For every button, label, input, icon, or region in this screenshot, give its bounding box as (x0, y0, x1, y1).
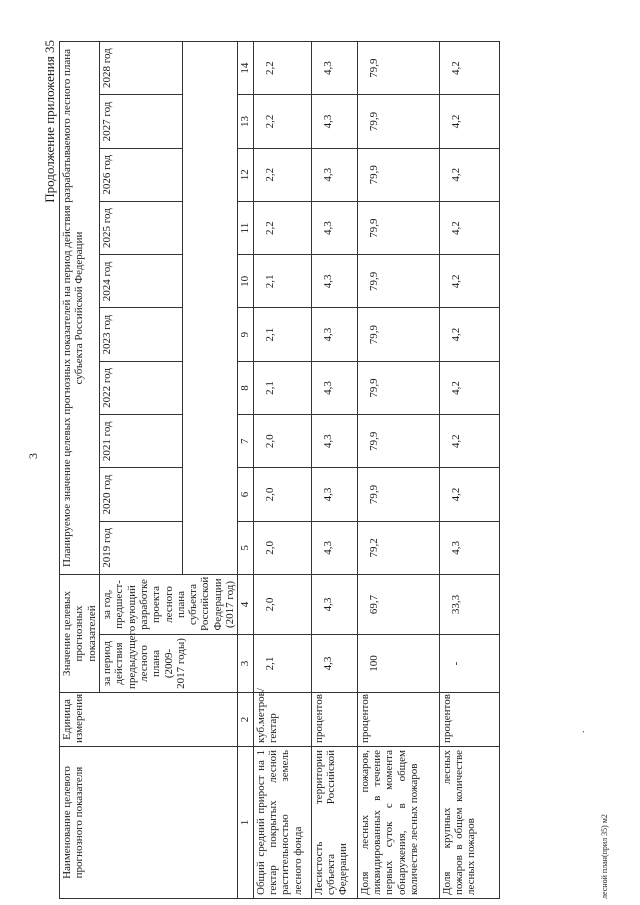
unit-cell: куб.метров/ гектар (253, 693, 311, 747)
value-cell: 79,9 (357, 201, 439, 254)
header-year: 2026 год (99, 148, 182, 201)
table-row (439, 42, 499, 899)
column-number: 9 (238, 308, 253, 361)
table-row (253, 42, 311, 899)
column-number: 11 (238, 201, 253, 254)
column-number: 14 (238, 42, 253, 95)
header-year: 2027 год (99, 95, 182, 148)
value-cell: 2,2 (253, 148, 311, 201)
value-cell: 79,9 (357, 255, 439, 308)
indicator-name-cell: Общий средний прирост на 1 гектар покрытых лесной растительностью земель лесного фонда (253, 747, 311, 899)
column-number: 7 (238, 415, 253, 468)
column-number: 10 (238, 255, 253, 308)
header-year: 2024 год (99, 255, 182, 308)
value-cell: 79,9 (357, 95, 439, 148)
value-cell: 4,3 (311, 95, 357, 148)
header-year: 2023 год (99, 308, 182, 361)
value-cell: 2,0 (253, 415, 311, 468)
value-cell: 4,3 (311, 42, 357, 95)
header-value-prev-period: за период действия предыдущего лесного плана (2009-2017 годы) (99, 635, 237, 693)
value-cell: 4,2 (439, 361, 499, 414)
value-cell: 4,3 (311, 308, 357, 361)
header-year: 2019 год (99, 521, 182, 574)
value-cell: 4,3 (311, 521, 357, 574)
indicators-table (59, 41, 500, 899)
value-cell: - (439, 635, 499, 693)
footer-filename: лесной план(прил 35) м2 (600, 814, 609, 899)
value-cell: 4,3 (311, 415, 357, 468)
value-cell: 4,2 (439, 308, 499, 361)
stray-dot: . (576, 730, 587, 733)
indicator-name-cell: Доля крупных лесных пожаров в общем количестве лесных пожаров (439, 747, 499, 899)
column-number: 4 (238, 574, 253, 634)
unit-cell: процентов (357, 693, 439, 747)
column-number: 3 (238, 635, 253, 693)
column-number-row (238, 42, 253, 899)
value-cell: 79,9 (357, 415, 439, 468)
table-row (311, 42, 357, 899)
table-row (357, 42, 439, 899)
unit-cell: процентов (439, 693, 499, 747)
column-number: 5 (238, 521, 253, 574)
value-cell: 4,2 (439, 201, 499, 254)
indicator-name-cell: Доля лесных пожаров, ликвидированных в течение первых суток с момента обнаружения, в общем количестве лесных пожаров (357, 747, 439, 899)
value-cell: 2,1 (253, 361, 311, 414)
header-planned-group: Планируемое значение целевых прогнозных показателей на период действия разрабатываемого лесного плана субъекта Российской Федерации (60, 42, 100, 575)
header-value-group: Значение целевых прогнозных показателей (60, 574, 100, 692)
header-year: 2028 год (99, 42, 182, 95)
value-cell: 2,1 (253, 308, 311, 361)
column-number: 6 (238, 468, 253, 521)
value-cell: 2,1 (253, 635, 311, 693)
value-cell: 79,9 (357, 361, 439, 414)
header-row-1 (60, 42, 100, 899)
value-cell: 4,3 (311, 361, 357, 414)
column-number: 1 (238, 747, 253, 899)
value-cell: 2,0 (253, 521, 311, 574)
value-cell: 4,3 (311, 148, 357, 201)
value-cell: 33,3 (439, 574, 499, 634)
value-cell: 79,9 (357, 468, 439, 521)
header-year: 2022 год (99, 361, 182, 414)
value-cell: 2,0 (253, 574, 311, 634)
value-cell: 79,2 (357, 521, 439, 574)
value-cell: 4,2 (439, 468, 499, 521)
value-cell: 2,2 (253, 42, 311, 95)
value-cell: 4,3 (311, 635, 357, 693)
value-cell: 4,3 (439, 521, 499, 574)
header-unit: Единица измерения (60, 693, 238, 747)
value-cell: 2,1 (253, 255, 311, 308)
page-number: 3 (26, 453, 40, 459)
value-cell: 4,3 (311, 468, 357, 521)
header-year: 2025 год (99, 201, 182, 254)
column-number: 8 (238, 361, 253, 414)
header-year: 2021 год (99, 415, 182, 468)
value-cell: 4,3 (311, 201, 357, 254)
value-cell: 4,3 (311, 574, 357, 634)
value-cell: 4,2 (439, 415, 499, 468)
value-cell: 4,2 (439, 95, 499, 148)
value-cell: 4,2 (439, 42, 499, 95)
value-cell: 69,7 (357, 574, 439, 634)
header-value-prev-year: за год, предшест-вующий разработке проекта лесного плана субъекта Российской Федерации (2017 год) (99, 574, 237, 634)
value-cell: 2,2 (253, 201, 311, 254)
indicator-name-cell: Лесистость территории субъекта Российской Федерации (311, 747, 357, 899)
value-cell: 100 (357, 635, 439, 693)
header-indicator-name: Наименование целевого прогнозного показателя (60, 747, 238, 899)
value-cell: 2,0 (253, 468, 311, 521)
header-years-blank-cell (183, 42, 238, 575)
value-cell: 4,2 (439, 148, 499, 201)
appendix-title: Продолжение приложения 35 (42, 40, 57, 203)
value-cell: 79,9 (357, 42, 439, 95)
header-year: 2020 год (99, 468, 182, 521)
value-cell: 79,9 (357, 148, 439, 201)
column-number: 2 (238, 693, 253, 747)
value-cell: 4,3 (311, 255, 357, 308)
value-cell: 79,9 (357, 308, 439, 361)
unit-cell: процентов (311, 693, 357, 747)
column-number: 12 (238, 148, 253, 201)
value-cell: 2,2 (253, 95, 311, 148)
column-number: 13 (238, 95, 253, 148)
value-cell: 4,2 (439, 255, 499, 308)
